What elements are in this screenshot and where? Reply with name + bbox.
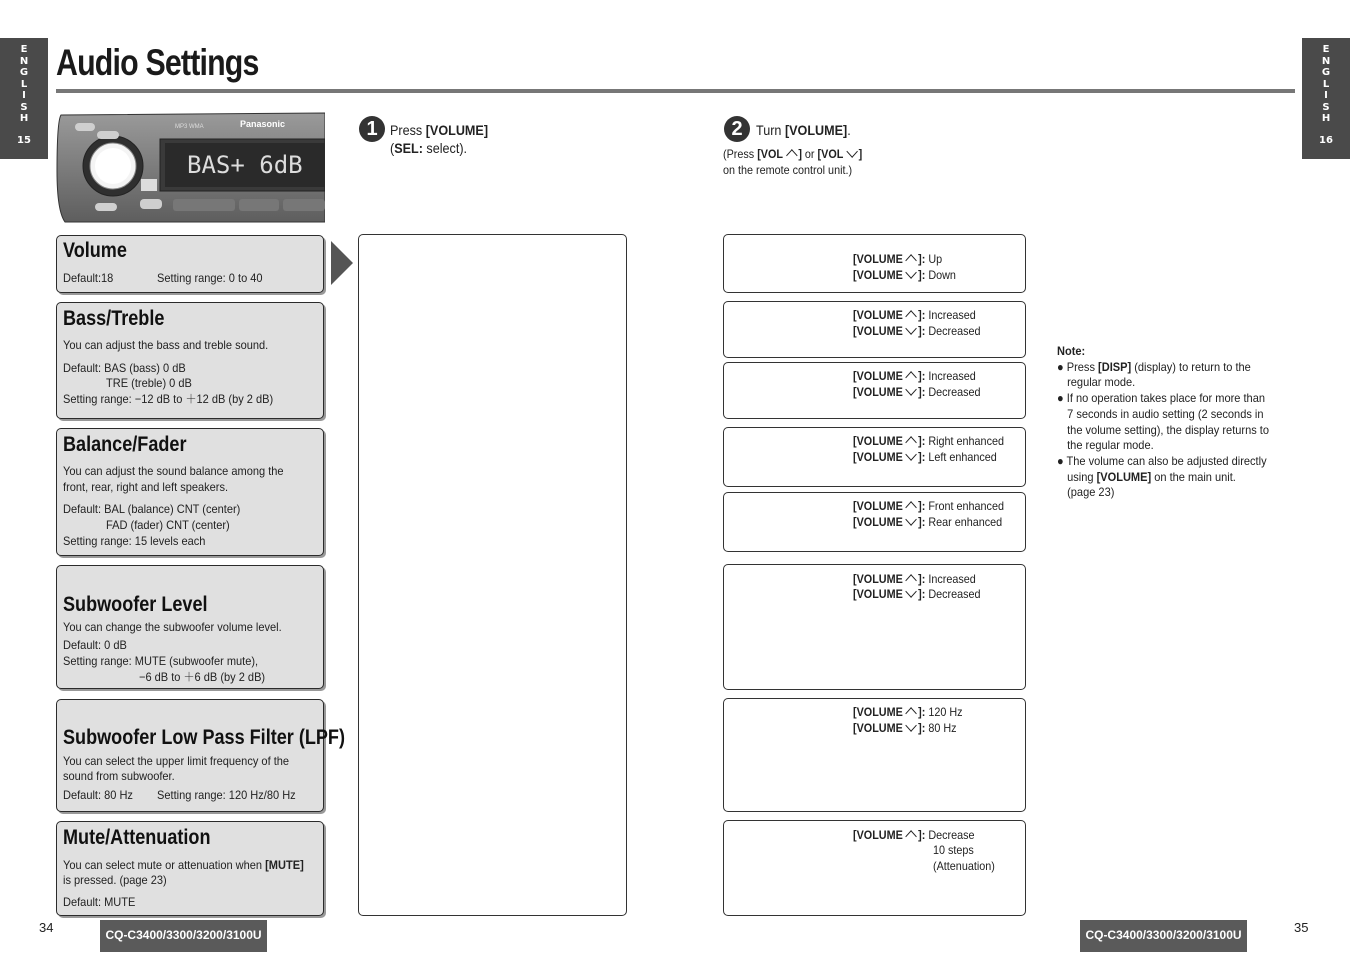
down-arrow-icon [846, 145, 857, 158]
down-arrow-icon [906, 513, 917, 526]
model-label-right: CQ-C3400/3300/3200/3100U [1080, 920, 1247, 952]
card-title: Bass/Treble [63, 307, 165, 330]
up-arrow-icon [906, 310, 917, 323]
language-tab-right [1302, 38, 1350, 159]
up-arrow-icon [906, 830, 917, 843]
result-subwoofer: [VOLUME ]: Increased [VOLUME ]: Decreased [723, 564, 1026, 690]
section-number: 16 [1319, 134, 1333, 146]
note-bullet-1: ● Press [DISP] (display) to return to the [1057, 359, 1251, 374]
card-title: Subwoofer Level [63, 593, 208, 616]
step-1-badge: 1 [359, 116, 385, 142]
note-bullet-3: ● The volume can also be adjusted directly [1057, 453, 1267, 468]
note-heading: Note: [1057, 344, 1086, 358]
card-mute-attenuation: Mute/Attenuation You can select mute or attenuation when [MUTE] is pressed. (page 23) Default: MUTE [56, 821, 324, 916]
up-arrow-icon [906, 254, 917, 267]
display-panel [358, 234, 627, 916]
card-subwoofer-level: Subwoofer Level You can change the subwoofer volume level. Default: 0 dB Setting range: MUTE (subwoofer mute), −6 dB to ＋6 dB (by 2 dB) [56, 565, 324, 689]
up-arrow-icon [906, 436, 917, 449]
result-balance: [VOLUME ]: Right enhanced [VOLUME ]: Left enhanced [723, 427, 1026, 487]
page-title: Audio Settings [56, 42, 259, 83]
result-mute: [VOLUME ]: Decrease 10 steps (Attenuation) [723, 820, 1026, 916]
step-2-instruction: Turn [VOLUME]. [756, 122, 851, 138]
down-arrow-icon [906, 719, 917, 732]
down-arrow-icon [906, 585, 917, 598]
card-volume: Volume Default:18 Setting range: 0 to 40 [56, 235, 324, 293]
svg-text:MP3 WMA: MP3 WMA [175, 124, 204, 130]
title-rule [56, 89, 1295, 93]
pointer-triangle [331, 241, 353, 285]
head-unit-illustration [55, 111, 325, 224]
card-subwoofer-lpf: Subwoofer Low Pass Filter (LPF) You can select the upper limit frequency of the sound from subwoofer. Default: 80 Hz Setting range: 120 Hz/80 Hz [56, 699, 324, 812]
down-arrow-icon [906, 322, 917, 335]
card-title: Subwoofer Low Pass Filter (LPF) [63, 726, 345, 749]
card-title: Balance/Fader [63, 433, 187, 456]
card-bass-treble: Bass/Treble You can adjust the bass and treble sound. Default: BAS (bass) 0 dB TRE (treble) 0 dB Setting range: −12 dB to ＋12 dB (by 2 dB) [56, 302, 324, 419]
note-bullet-2: ● If no operation takes place for more than [1057, 391, 1265, 406]
up-arrow-icon [906, 707, 917, 720]
step-1-sub: (SEL: select). [390, 140, 468, 156]
step-2-remote: (Press [VOL ] or [VOL ] [723, 147, 863, 161]
model-label-left: CQ-C3400/3300/3200/3100U [100, 920, 267, 952]
head-unit-drawing [55, 111, 325, 224]
page-number-left: 34 [39, 920, 54, 935]
page-number-right: 35 [1294, 920, 1309, 935]
result-volume: [VOLUME ]: Up [VOLUME ]: Down [723, 234, 1026, 293]
note-section: Note: ● Press [DISP] (display) to return to the regular mode. ● If no operation takes place for more than 7 seconds in audio setting (2 seconds in the volume setting), the display returns to the regular mode. ● The volume can also be adjusted directly using [VOLUME] on the main unit. (page 23) [1057, 344, 1297, 501]
down-arrow-icon [906, 383, 917, 396]
down-arrow-icon [906, 448, 917, 461]
up-arrow-icon [906, 371, 917, 384]
language-tab-left [0, 38, 48, 159]
step-1-instruction: Press [VOLUME] [390, 122, 489, 138]
language-tab-letters: E N G L I S H [19, 44, 29, 124]
device-display-text: BAS+ 6dB [187, 151, 303, 179]
result-bass: [VOLUME ]: Increased [VOLUME ]: Decreased [723, 301, 1026, 358]
step-2-badge: 2 [724, 116, 750, 142]
brand-logo: Panasonic [240, 119, 286, 129]
volume-key-label: [VOLUME] [425, 122, 489, 138]
section-number: 15 [17, 134, 31, 146]
down-arrow-icon [906, 266, 917, 279]
result-lpf: [VOLUME ]: 120 Hz [VOLUME ]: 80 Hz [723, 698, 1026, 812]
card-title: Mute/Attenuation [63, 826, 211, 849]
step-2-remote-line2: on the remote control unit.) [723, 163, 853, 177]
card-balance-fader: Balance/Fader You can adjust the sound balance among the front, rear, right and left speakers. Default: BAL (balance) CNT (center) FAD (fader) CNT (center) Setting range: 15 levels each [56, 428, 324, 556]
language-tab-letters: E N G L I S H [1321, 44, 1331, 124]
up-arrow-icon [786, 149, 797, 162]
result-treble: [VOLUME ]: Increased [VOLUME ]: Decreased [723, 362, 1026, 419]
card-title: Volume [63, 239, 127, 262]
up-arrow-icon [906, 501, 917, 514]
result-fader: [VOLUME ]: Front enhanced [VOLUME ]: Rear enhanced [723, 492, 1026, 552]
